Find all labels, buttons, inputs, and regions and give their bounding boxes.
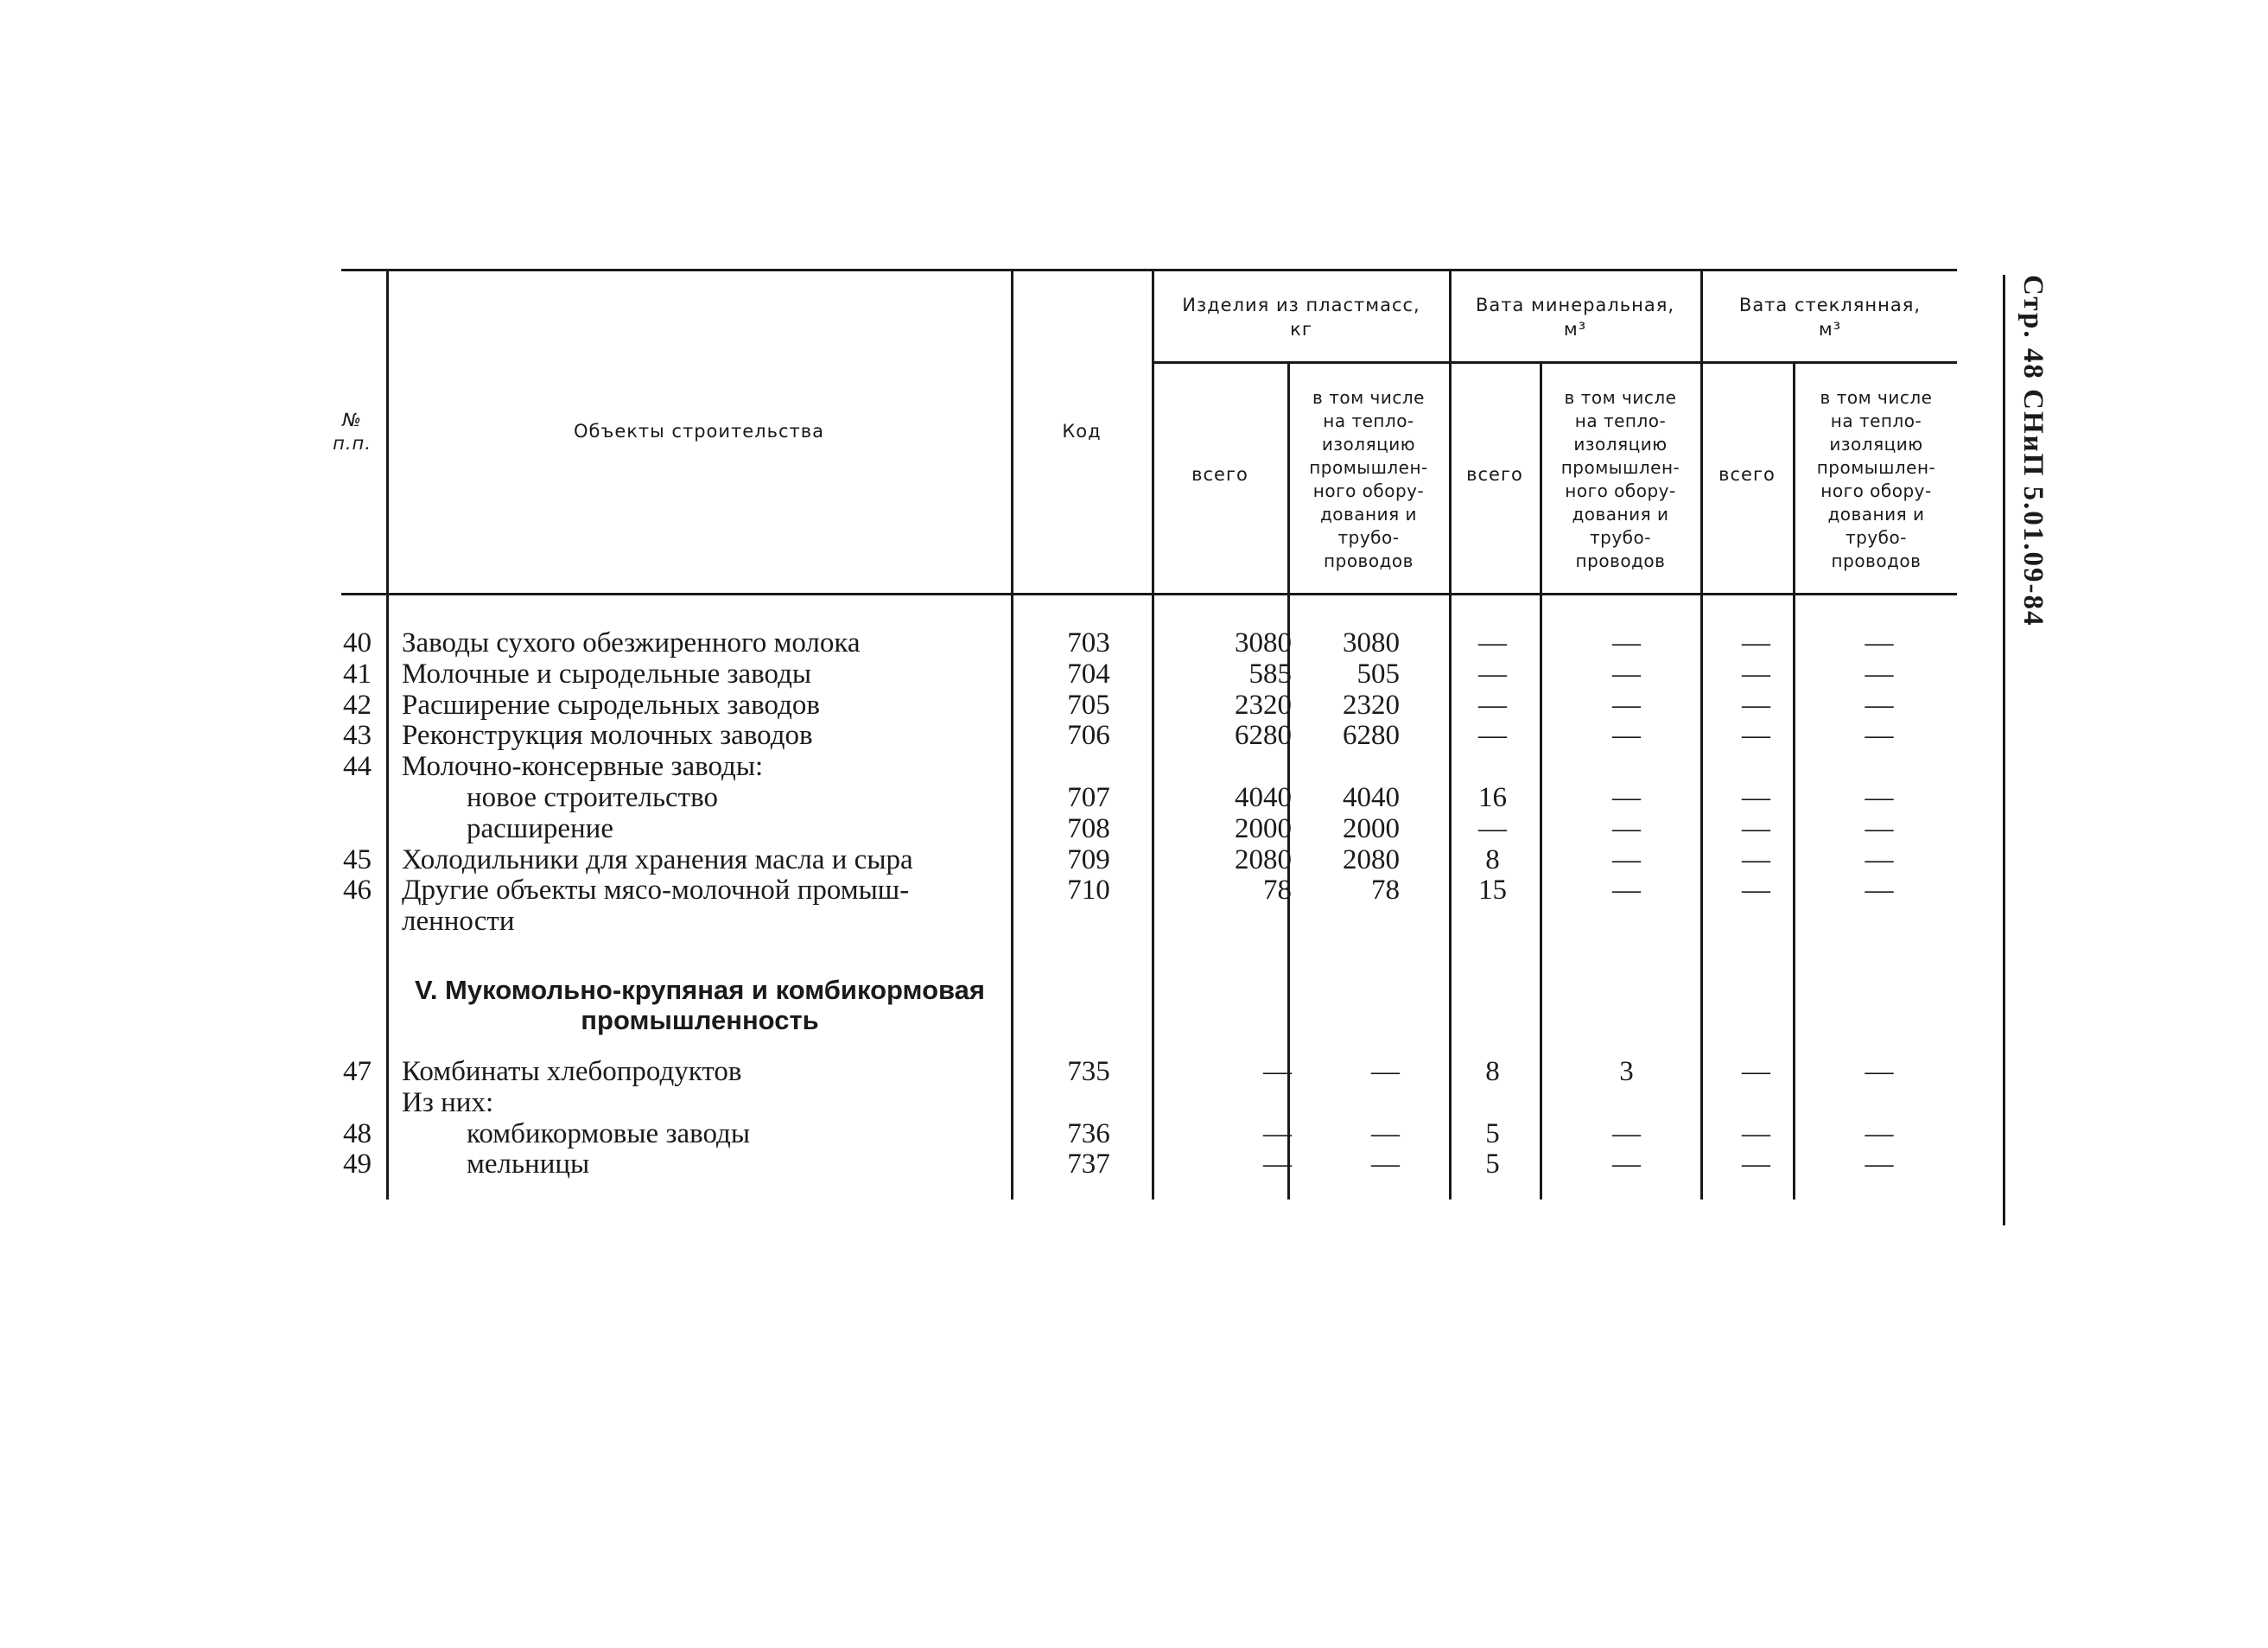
row-value-5: —: [1742, 812, 1770, 844]
row-value-5: —: [1742, 843, 1770, 875]
row-value-3: 5: [1485, 1117, 1500, 1149]
header-total-plastics: всего: [1191, 464, 1248, 486]
row-value-3: 16: [1478, 782, 1507, 813]
row-value-6: —: [1865, 843, 1894, 875]
row-object-name: Реконструкция молочных заводов: [402, 720, 813, 752]
table-row: [0, 659, 1987, 690]
table-row: [0, 875, 1987, 906]
row-value-3: —: [1478, 720, 1507, 752]
table-row: [0, 1087, 1987, 1118]
row-value-3: —: [1478, 689, 1507, 721]
row-value-3: 5: [1485, 1149, 1500, 1180]
row-value-1: 78: [1263, 875, 1292, 907]
row-value-2: 4040: [1343, 782, 1400, 813]
row-number: 40: [343, 627, 372, 659]
row-value-1: 4040: [1235, 782, 1292, 813]
header-total-glass: всего: [1718, 464, 1776, 486]
row-value-6: —: [1865, 1149, 1894, 1180]
row-value-1: 2080: [1235, 843, 1292, 875]
row-value-6: —: [1865, 812, 1894, 844]
table-row: [0, 906, 1987, 937]
row-value-4: 3: [1619, 1056, 1634, 1087]
right-margin-rule: [2003, 275, 2005, 1225]
row-value-2: 2000: [1343, 812, 1400, 844]
row-value-5: —: [1742, 658, 1770, 690]
row-value-3: 8: [1485, 1056, 1500, 1087]
row-value-2: —: [1371, 1149, 1400, 1180]
group-header-rule: [1153, 361, 1957, 364]
row-number: 41: [343, 658, 372, 690]
row-value-4: —: [1612, 782, 1641, 813]
row-value-6: —: [1865, 658, 1894, 690]
row-value-2: 505: [1356, 658, 1400, 690]
row-code: 705: [1067, 689, 1110, 721]
table-top-rule: [341, 269, 1957, 271]
row-value-1: 585: [1248, 658, 1292, 690]
row-value-4: —: [1612, 812, 1641, 844]
row-number: 47: [343, 1056, 372, 1087]
row-object-name: новое строительство: [467, 782, 718, 813]
row-object-name: расширение: [467, 812, 613, 844]
table-row: [0, 751, 1987, 782]
table-row: [0, 1149, 1987, 1180]
row-value-1: 6280: [1235, 720, 1292, 752]
row-value-4: —: [1612, 658, 1641, 690]
row-value-4: —: [1612, 720, 1641, 752]
row-value-2: 3080: [1343, 627, 1400, 659]
section-title-line1: V. Мукомольно-крупяная и комбикормовая: [415, 975, 985, 1005]
row-value-6: —: [1865, 1056, 1894, 1087]
row-object-name: Из них:: [402, 1086, 494, 1118]
table-row: [0, 627, 1987, 659]
row-value-5: —: [1742, 782, 1770, 813]
row-value-5: —: [1742, 875, 1770, 907]
row-value-2: —: [1371, 1117, 1400, 1149]
row-value-1: 2320: [1235, 689, 1292, 721]
row-value-2: 2320: [1343, 689, 1400, 721]
row-value-3: 8: [1485, 843, 1500, 875]
row-value-3: —: [1478, 658, 1507, 690]
row-value-6: —: [1865, 782, 1894, 813]
row-value-4: —: [1612, 627, 1641, 659]
table-row: [0, 690, 1987, 721]
table-row: [0, 782, 1987, 813]
row-number: 46: [343, 875, 372, 907]
table-row: [0, 813, 1987, 844]
row-value-1: 2000: [1235, 812, 1292, 844]
header-bottom-rule: [341, 593, 1957, 595]
row-number: 42: [343, 689, 372, 721]
header-incl-plastics: в том числе на тепло- изоляцию промышлен- ного обору- дования и трубо- проводов: [1309, 387, 1428, 571]
header-total-mineral: всего: [1466, 464, 1523, 486]
row-number: 48: [343, 1117, 372, 1149]
running-head: Стр. 48 СНиП 5.01.09-84: [2017, 275, 2049, 627]
row-value-3: 15: [1478, 875, 1507, 907]
row-object-name: Комбинаты хлебопродуктов: [402, 1056, 742, 1087]
header-group-mineral-wool: Вата минеральная, м³: [1475, 295, 1675, 340]
row-value-6: —: [1865, 720, 1894, 752]
row-code: 703: [1067, 627, 1110, 659]
row-value-1: —: [1263, 1056, 1292, 1087]
row-value-5: —: [1742, 627, 1770, 659]
row-value-4: —: [1612, 1117, 1641, 1149]
row-number: 45: [343, 843, 372, 875]
row-value-2: 6280: [1343, 720, 1400, 752]
row-object-name: Заводы сухого обезжиренного молока: [402, 627, 861, 659]
table-row: [0, 844, 1987, 875]
row-number: 44: [343, 751, 372, 783]
row-code: 737: [1067, 1149, 1110, 1180]
row-value-2: 78: [1371, 875, 1400, 907]
row-object-name: Молочно-консервные заводы:: [402, 751, 764, 783]
row-code: 710: [1067, 875, 1110, 907]
row-value-6: —: [1865, 875, 1894, 907]
row-object-name: мельницы: [467, 1149, 590, 1180]
header-code: Код: [1062, 421, 1102, 442]
row-code: 736: [1067, 1117, 1110, 1149]
row-value-6: —: [1865, 689, 1894, 721]
row-code: 707: [1067, 782, 1110, 813]
row-number: 49: [343, 1149, 372, 1180]
row-value-5: —: [1742, 720, 1770, 752]
header-incl-mineral: в том числе на тепло- изоляцию промышлен- ного обору- дования и трубо- проводов: [1560, 387, 1680, 571]
header-num: № п.п.: [333, 409, 372, 454]
row-code: 735: [1067, 1056, 1110, 1087]
row-value-1: 3080: [1235, 627, 1292, 659]
row-value-6: —: [1865, 627, 1894, 659]
header-objects: Объекты строительства: [574, 421, 824, 442]
row-code: 709: [1067, 843, 1110, 875]
row-value-6: —: [1865, 1117, 1894, 1149]
row-object-name: комбикормовые заводы: [467, 1117, 751, 1149]
row-value-3: —: [1478, 812, 1507, 844]
header-group-plastics: Изделия из пластмасс, кг: [1182, 295, 1420, 340]
row-value-4: —: [1612, 1149, 1641, 1180]
row-object-name: Расширение сыродельных заводов: [402, 689, 820, 721]
row-value-2: 2080: [1343, 843, 1400, 875]
row-value-2: —: [1371, 1056, 1400, 1087]
row-value-1: —: [1263, 1117, 1292, 1149]
table-row: [0, 720, 1987, 751]
row-value-3: —: [1478, 627, 1507, 659]
row-value-5: —: [1742, 689, 1770, 721]
row-object-name: Холодильники для хранения масла и сыра: [402, 843, 913, 875]
row-object-name: Другие объекты мясо-молочной промыш-: [402, 875, 910, 907]
row-value-5: —: [1742, 1149, 1770, 1180]
row-value-5: —: [1742, 1117, 1770, 1149]
table-row: [0, 1056, 1987, 1087]
section-title-line2: промышленность: [581, 1005, 819, 1035]
row-number: 43: [343, 720, 372, 752]
row-value-1: —: [1263, 1149, 1292, 1180]
row-object-name: Молочные и сыродельные заводы: [402, 658, 812, 690]
row-value-4: —: [1612, 875, 1641, 907]
row-code: 706: [1067, 720, 1110, 752]
row-code: 708: [1067, 812, 1110, 844]
row-value-4: —: [1612, 843, 1641, 875]
header-group-glass-wool: Вата стеклянная, м³: [1738, 295, 1922, 340]
table-row: [0, 1118, 1987, 1149]
row-code: 704: [1067, 658, 1110, 690]
row-object-name: ленности: [402, 906, 515, 938]
header-incl-glass: в том числе на тепло- изоляцию промышлен- ного обору- дования и трубо- проводов: [1816, 387, 1936, 571]
row-value-5: —: [1742, 1056, 1770, 1087]
row-value-4: —: [1612, 689, 1641, 721]
